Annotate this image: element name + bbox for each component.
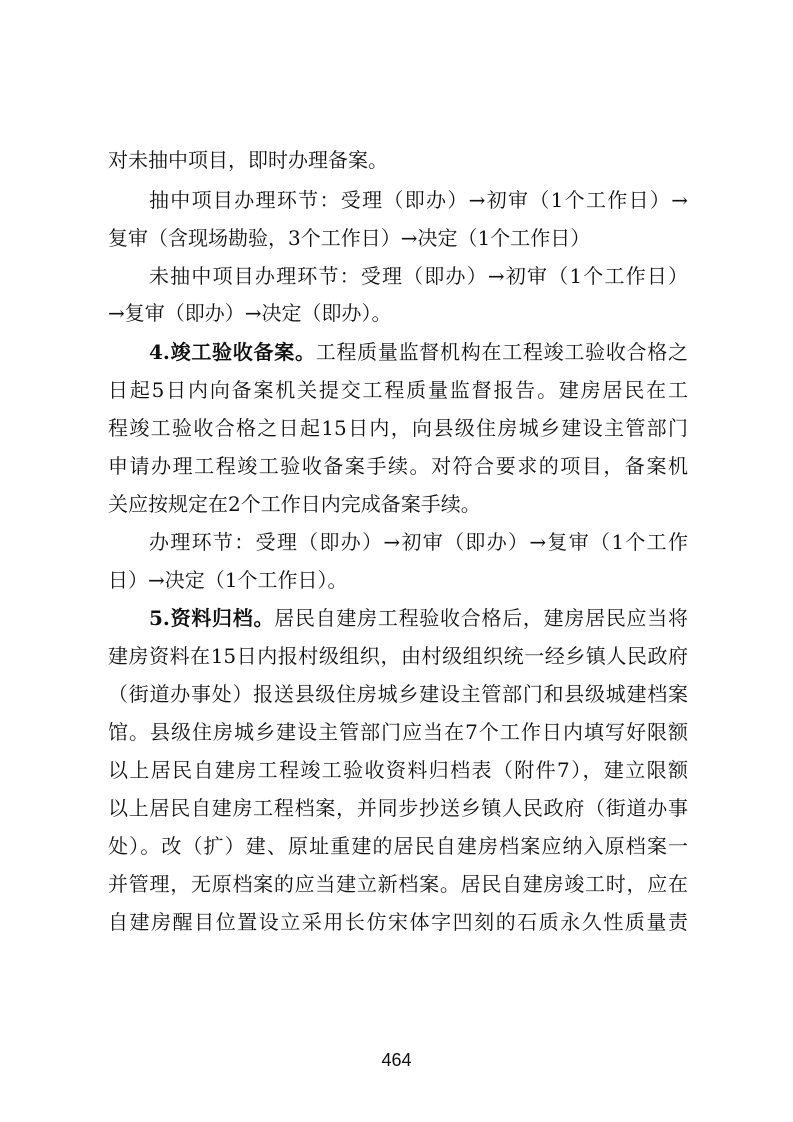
text-line: 未抽中项目办理环节：受理（即办）→初审（1个工作日） [149, 264, 688, 288]
page-number: 464 [381, 1050, 412, 1070]
text-line: 建房资料在15日内报村级组织，由村级组织统一经乡镇人民政府 [108, 644, 688, 668]
text-line: 申请办理工程竣工验收备案手续。对符合要求的项目，备案机 [108, 454, 688, 478]
text-line: 办理环节：受理（即办）→初审（即办）→复审（1个工作 [149, 530, 688, 554]
section-5-line [149, 604, 688, 632]
text-line: →复审（即办）→决定（即办）。 [108, 301, 392, 325]
text-line: 复审（含现场勘验，3个工作日）→决定（1个工作日） [108, 226, 591, 250]
text-line: 关应按规定在2个工作日内完成备案手续。 [108, 492, 481, 516]
text-line: 并管理，无原档案的应当建立新档案。居民自建房竣工时，应在 [108, 872, 688, 896]
text-line: 程竣工验收合格之日起15日内，向县级住房城乡建设主管部门 [108, 416, 688, 440]
text-line: 以上居民自建房工程档案，并同步抄送乡镇人民政府（街道办事 [108, 796, 688, 820]
text-line: 自建房醒目位置设立采用长仿宋体字凹刻的石质永久性质量责 [108, 910, 688, 934]
text-line: 日起5日内向备案机关提交工程质量监督报告。建房居民在工 [108, 378, 688, 402]
section-5-heading: 5.资料归档。 [149, 606, 275, 630]
text-line: 日）→决定（1个工作日）。 [108, 568, 348, 592]
text-line: 馆。县级住房城乡建设主管部门应当在7个工作日内填写好限额 [108, 720, 688, 744]
text-line: 处）。改（扩）建、原址重建的居民自建房档案应纳入原档案一 [108, 834, 688, 858]
section-4-heading: 4.竣工验收备案。 [149, 340, 316, 364]
text-line: 以上居民自建房工程竣工验收资料归档表（附件7），建立限额 [108, 758, 688, 782]
section-4-line [149, 338, 688, 366]
text-line: 抽中项目办理环节：受理（即办）→初审（1个工作日）→ [149, 188, 688, 212]
text-line: 对未抽中项目，即时办理备案。 [108, 148, 388, 172]
section-5-text: 居民自建房工程验收合格后，建房居民应当将 [274, 606, 688, 630]
text-line: （街道办事处）报送县级住房城乡建设主管部门和县级城建档案 [108, 682, 688, 706]
section-4-text: 工程质量监督机构在工程竣工验收合格之 [315, 340, 689, 364]
